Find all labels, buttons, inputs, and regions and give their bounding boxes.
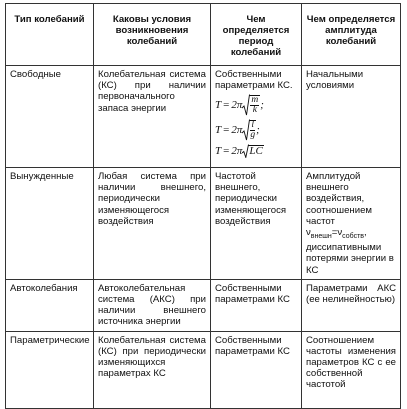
header-row [6, 4, 401, 66]
table-row [6, 66, 401, 168]
type-cell: Вынужденные [6, 168, 94, 280]
period-text: Собственными параметрами КС. [215, 69, 293, 92]
frequency-ratio: $\nu_{внешн}=\nu_{собств}$ [306, 227, 364, 240]
type-cell: Свободные [6, 66, 94, 168]
period-cell: Собственными параметрами КС [211, 331, 302, 408]
formula-lc-circuit: T = 2π LC [215, 144, 263, 158]
amplitude-cell: Параметрами АКС (ее нелинейностью) [302, 279, 401, 331]
sqrt-symbol: $\frac{m}{k}$ [242, 94, 260, 116]
table-row [6, 168, 401, 280]
conditions-cell: Любая система при наличии внешнего, периодически изменяющегося воздействия [94, 168, 211, 280]
period-cell: Собственными параметрами КС [211, 279, 302, 331]
amplitude-cell: Начальными условиями [302, 66, 401, 168]
type-cell: Автоколебания [6, 279, 94, 331]
conditions-cell: Колебательная система (КС) при наличии первоначального запаса энергии [94, 66, 211, 168]
amplitude-cell: Соотношением частоты изменения параметров КС с ее собственной частотой [302, 331, 401, 408]
table-row [6, 331, 401, 408]
period-cell [211, 66, 302, 168]
amplitude-cell: Амплитудой внешнего воздействия, соотношением частот $\nu_{внешн}=\nu_{собств}$, диссипативными потерями энергии в КС [302, 168, 401, 280]
type-cell: Параметрические [6, 331, 94, 408]
header-period: Чем определяется период колебаний [211, 4, 302, 66]
oscillation-types-table [5, 3, 401, 409]
conditions-cell: Автоколебательная система (АКС) при наличии внешнего источника энергии [94, 279, 211, 331]
period-cell: Частотой внешнего, периодически изменяющегося воздействия [211, 168, 302, 280]
formula-spring: T = 2π $\frac{m}{k}$ ; [215, 95, 264, 116]
header-type: Тип колебаний [6, 4, 94, 66]
sqrt-symbol: $\frac{l}{g}$ [242, 119, 256, 141]
sqrt-symbol: LC [242, 144, 263, 158]
header-conditions: Каковы условия возникновения колебаний [94, 4, 211, 66]
formula-pendulum: T = 2π $\frac{l}{g}$ ; [215, 120, 260, 141]
header-amplitude: Чем определяется амплитуда колебаний [302, 4, 401, 66]
table-row [6, 279, 401, 331]
conditions-cell: Колебательная система (КС) при периодически изменяющихся параметрах КС [94, 331, 211, 408]
